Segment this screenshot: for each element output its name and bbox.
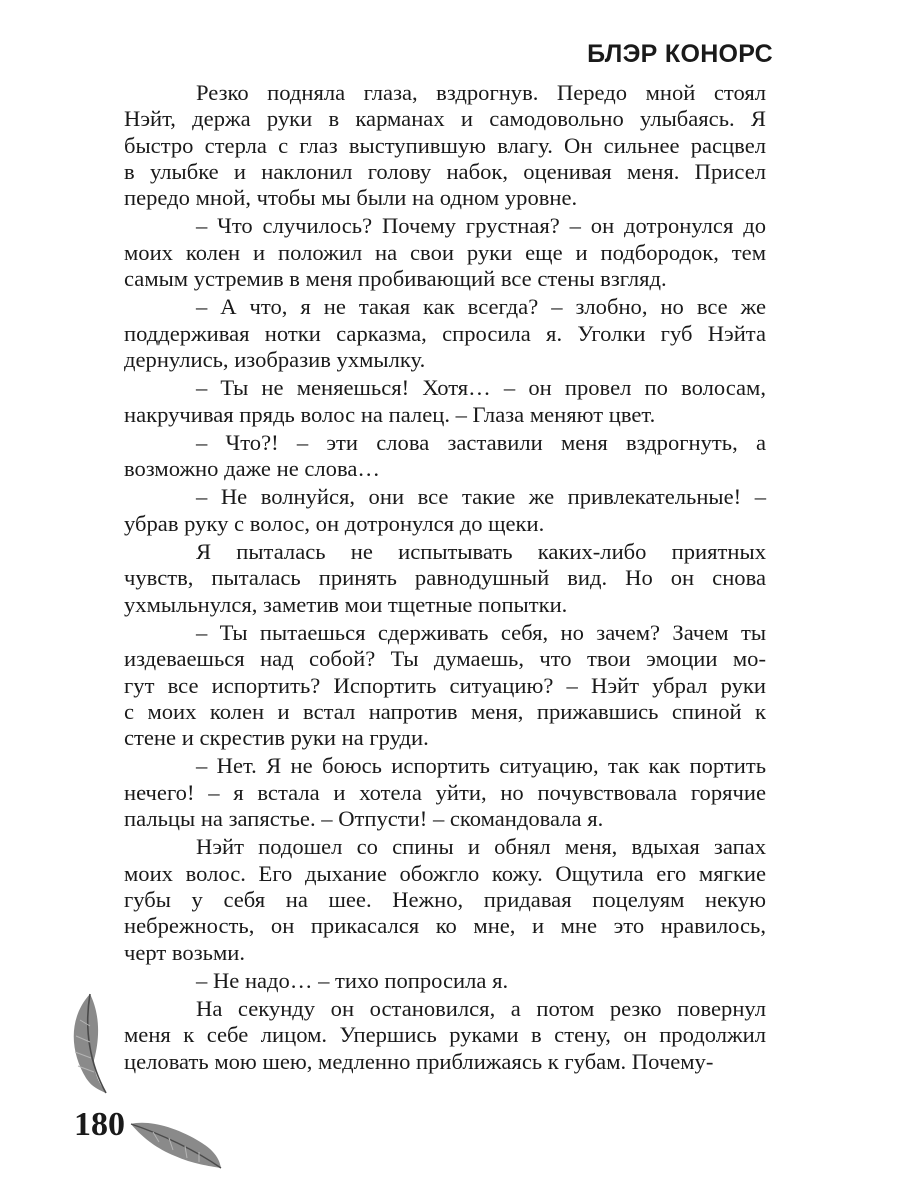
paragraph [124, 996, 766, 1075]
paragraph [124, 539, 766, 618]
text-line: передо мной, чтобы мы были на одном уровне. [124, 185, 578, 211]
text-line: дернулись, изобразив ухмылку. [124, 346, 426, 372]
paragraph [124, 430, 766, 483]
text-line: Я пыталась не испытывать каких-либо приятных [196, 539, 766, 565]
text-line: небрежность, он прикасался ко мне, и мне это нравилось, [124, 913, 766, 939]
running-head-author: БЛЭР КОНОРС [587, 40, 773, 68]
text-line: с моих колен и встал напротив меня, прижавшись спиной к [124, 698, 766, 724]
text-line: – Ты не меняешься! Хотя… – он провел по волосам, [196, 375, 766, 401]
text-line: губы у себя на шее. Нежно, придавая поцелуям некую [124, 886, 766, 912]
text-line: издеваешься над собой? Ты думаешь, что твои эмоции мо- [124, 646, 766, 672]
body-text [124, 80, 766, 1077]
text-line: убрав руку с волос, он дотронулся до щеки. [124, 510, 545, 536]
paragraph [124, 620, 766, 751]
text-line: моих колен и положил на свои руки еще и подбородок, тем [124, 239, 766, 265]
text-line: меня к себе лицом. Упершись руками в стену, он продолжил [124, 1022, 766, 1048]
paragraph [124, 213, 766, 292]
text-line: гут все испортить? Испортить ситуацию? – Нэйт убрал руки [124, 672, 766, 698]
text-line: моих волос. Его дыхание обожгло кожу. Ощутила его мягкие [124, 860, 766, 886]
text-line: стене и скрестив руки на груди. [124, 725, 429, 751]
paragraph [124, 834, 766, 965]
feather-decoration-vertical [60, 990, 120, 1095]
paragraph [124, 375, 766, 428]
text-line: – Нет. Я не боюсь испортить ситуацию, так как портить [196, 753, 766, 779]
text-line: Нэйт подошел со спины и обнял меня, вдыхая запах [196, 834, 766, 860]
paragraph [124, 753, 766, 832]
text-line: целовать мою шею, медленно приближаясь к губам. Почему- [124, 1048, 714, 1074]
text-line: черт возьми. [124, 939, 245, 965]
text-line: поддерживая нотки сарказма, спросила я. Уголки губ Нэйта [124, 320, 766, 346]
paragraph [124, 484, 766, 537]
text-line: – Что случилось? Почему грустная? – он дотронулся до [196, 213, 766, 239]
text-line: – Не надо… – тихо попросила я. [196, 967, 509, 993]
text-line: Резко подняла глаза, вздрогнув. Передо мной стоял [196, 80, 766, 105]
text-line: пальцы на запястье. – Отпусти! – скомандовала я. [124, 806, 604, 832]
text-line: нечего! – я встала и хотела уйти, но почувствовала горячие [124, 779, 766, 805]
text-line: быстро стерла с глаз выступившую влагу. Он сильнее расцвел [124, 132, 766, 158]
text-line: возможно даже не слова… [124, 456, 380, 482]
text-line: самым устремив в меня пробивающий все стены взгляд. [124, 266, 667, 292]
text-line: – Ты пытаешься сдерживать себя, но зачем? Зачем ты [196, 619, 766, 645]
feather-decoration-horizontal [125, 1110, 225, 1175]
text-line: ухмыльнулся, заметив мои тщетные попытки. [124, 591, 568, 617]
paragraph [124, 968, 766, 994]
text-line: чувств, пыталась принять равнодушный вид. Но он снова [124, 565, 766, 591]
text-line: – Не волнуйся, они все такие же привлекательные! – [196, 484, 766, 510]
page-number: 180 [74, 1106, 125, 1143]
text-line: Нэйт, держа руки в карманах и самодовольно улыбаясь. Я [124, 106, 766, 132]
text-line: накручивая прядь волос на палец. – Глаза меняют цвет. [124, 401, 656, 427]
paragraph [124, 80, 766, 211]
text-line: в улыбке и наклонил голову набок, оценивая меня. Присел [124, 158, 766, 184]
text-line: На секунду он остановился, а потом резко повернул [196, 996, 766, 1022]
text-line: – Что?! – эти слова заставили меня вздрогнуть, а [196, 429, 766, 455]
text-line: – А что, я не такая как всегда? – злобно, но все же [196, 294, 766, 320]
paragraph [124, 294, 766, 373]
